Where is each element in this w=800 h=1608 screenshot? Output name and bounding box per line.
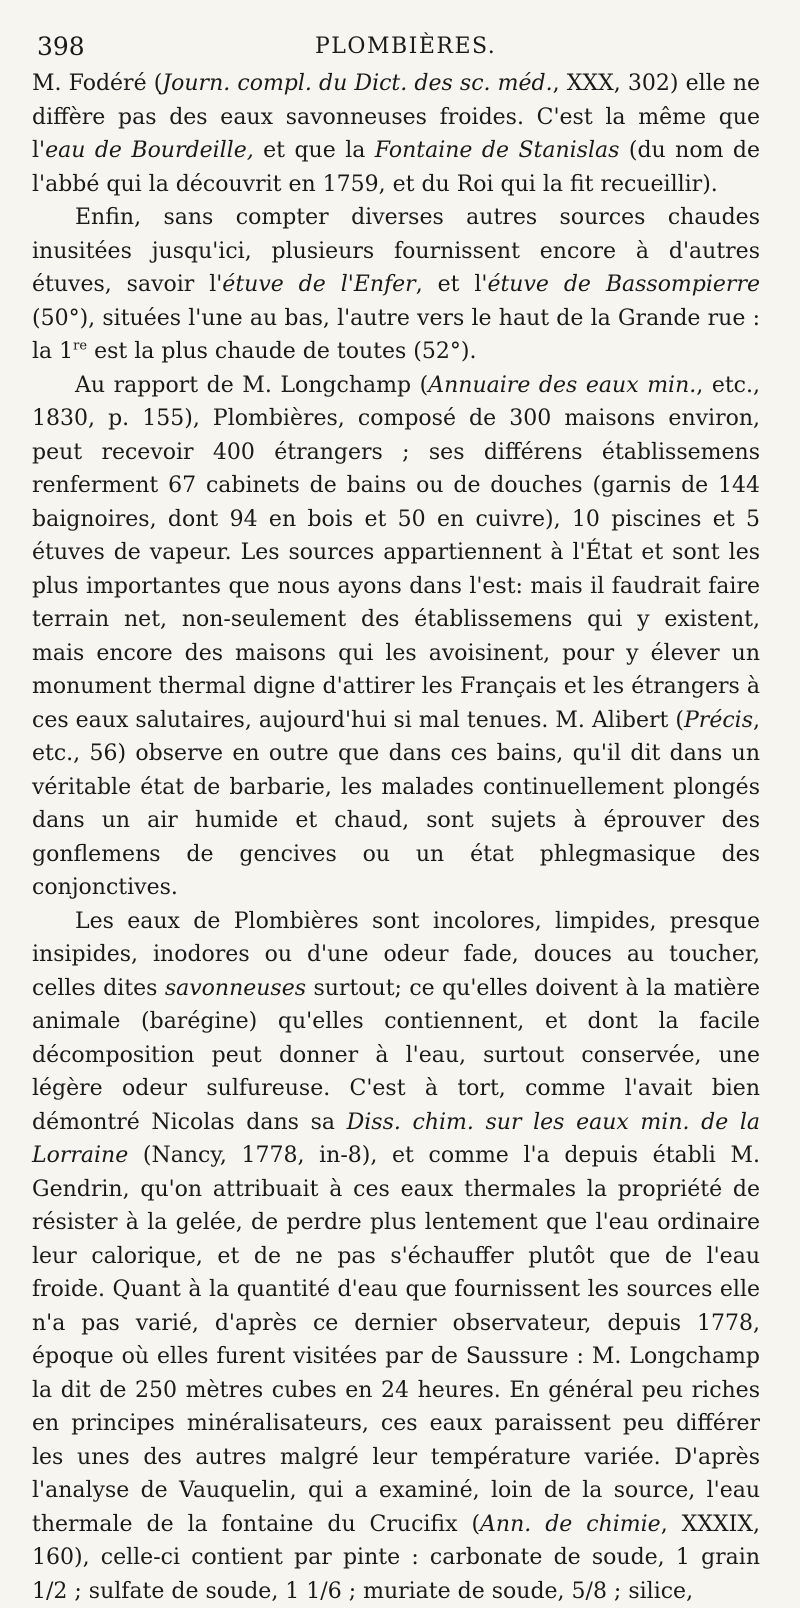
- italic-text: savonneuses: [165, 976, 306, 1001]
- text-run: surtout; ce qu'elles doivent à la matière animale (barégine) qu'elles contiennent, et dont la facile décomposition peut donner à l'eau, surtout conservée, une légère odeur sulfureuse. C'est à tort, comme l'avait bien démontré Nicolas dans sa: [32, 976, 760, 1135]
- body-text: [32, 67, 760, 1608]
- text-run: (50°), situées l'une au bas, l'autre vers le haut de la Grande rue : la 1: [32, 306, 760, 365]
- text-run: , XXXIX, 160), celle-ci contient par pinte : carbonate de soude, 1 grain 1/2 ; sulfate de soude, 1 1/6 ; muriate de soude, 5/8 ; silice,: [32, 1512, 760, 1604]
- text-run: , XXX, 302) elle ne diffère pas des eaux savonneuses froides. C'est la même que l': [32, 71, 760, 163]
- italic-text: Journ. compl. du Dict. des sc. méd.: [162, 71, 552, 96]
- text-run: Au rapport de M. Longchamp (: [75, 373, 428, 398]
- page-number: 398: [37, 32, 85, 61]
- italic-text: Fontaine de Stanislas: [375, 138, 620, 163]
- text-run: et que la: [254, 138, 375, 163]
- italic-text: Précis: [684, 708, 753, 733]
- paragraph: [32, 369, 760, 905]
- text-run: , etc., 56) observe en outre que dans ces bains, qu'il dit dans un véritable état de barbarie, les malades continuellement plongés dans un air humide et chaud, sont sujets à éprouver des gonflemens de gencives ou un état phlegmasique des conjonctives.: [32, 708, 760, 901]
- text-run: (du nom de l'abbé qui la découvrit en 1759, et du Roi qui la fit recueillir).: [32, 138, 760, 197]
- superscript-text: re: [73, 339, 87, 354]
- italic-text: Annuaire des eaux min.: [428, 373, 696, 398]
- paragraph: [32, 905, 760, 1608]
- text-run: est la plus chaude de toutes (52°).: [87, 339, 476, 364]
- paragraph: [32, 67, 760, 201]
- paragraph: [32, 201, 760, 369]
- page-header: [37, 32, 770, 66]
- italic-text: étuve de Bassompierre: [487, 272, 760, 297]
- running-head: PLOMBIÈRES.: [315, 34, 496, 59]
- italic-text: eau de Bourdeille,: [45, 138, 254, 163]
- text-run: (Nancy, 1778, in-8), et comme l'a depuis établi M. Gendrin, qu'on attribuait à ces eaux thermales la propriété de résister à la gelée, de perdre plus lentement que l'eau ordinaire leur calorique, et de ne pas s'échauffer plutôt que de l'eau froide. Quant à la quantité d'eau que fournissent les sources elle n'a pas varié, d'après ce dernier observateur, depuis 1778, époque où elles furent visitées par de Saussure : M. Longchamp la dit de 250 mètres cubes en 24 heures. En général peu riches en principes minéralisateurs, ces eaux paraissent peu différer les unes des autres malgré leur température variée. D'après l'analyse de Vauquelin, qui a examiné, loin de la source, l'eau thermale de la fontaine du Crucifix (: [32, 1143, 760, 1537]
- text-run: , etc., 1830, p. 155), Plombières, composé de 300 maisons environ, peut recevoir 400 étrangers ; ses différens établissemens renferment 67 cabinets de bains ou de douches (garnis de 144 baignoires, dont 94 en bois et 50 en cuivre), 10 piscines et 5 étuves de vapeur. Les sources appartiennent à l'État et sont les plus importantes que nous ayons dans l'est: mais il faudrait faire terrain net, non-seulement des établissemens qui y existent, mais encore des maisons qui les avoisinent, pour y élever un monument thermal digne d'attirer les Français et les étrangers à ces eaux salutaires, aujourd'hui si mal tenues. M. Alibert (: [32, 373, 760, 733]
- text-run: Les eaux de Plombières sont incolores, limpides, presque insipides, inodores ou d'une odeur fade, douces au toucher, celles dites: [32, 909, 760, 1001]
- text-run: Enfin, sans compter diverses autres sources chaudes inusitées jusqu'ici, plusieurs fournissent encore à d'autres étuves, savoir l': [32, 205, 760, 297]
- italic-text: Diss. chim. sur les eaux min. de la Lorraine: [32, 1110, 760, 1169]
- italic-text: étuve de l'Enfer: [222, 272, 415, 297]
- italic-text: Ann. de chimie: [480, 1512, 661, 1537]
- text-run: M. Fodéré (: [32, 71, 162, 96]
- text-run: , et l': [416, 272, 488, 297]
